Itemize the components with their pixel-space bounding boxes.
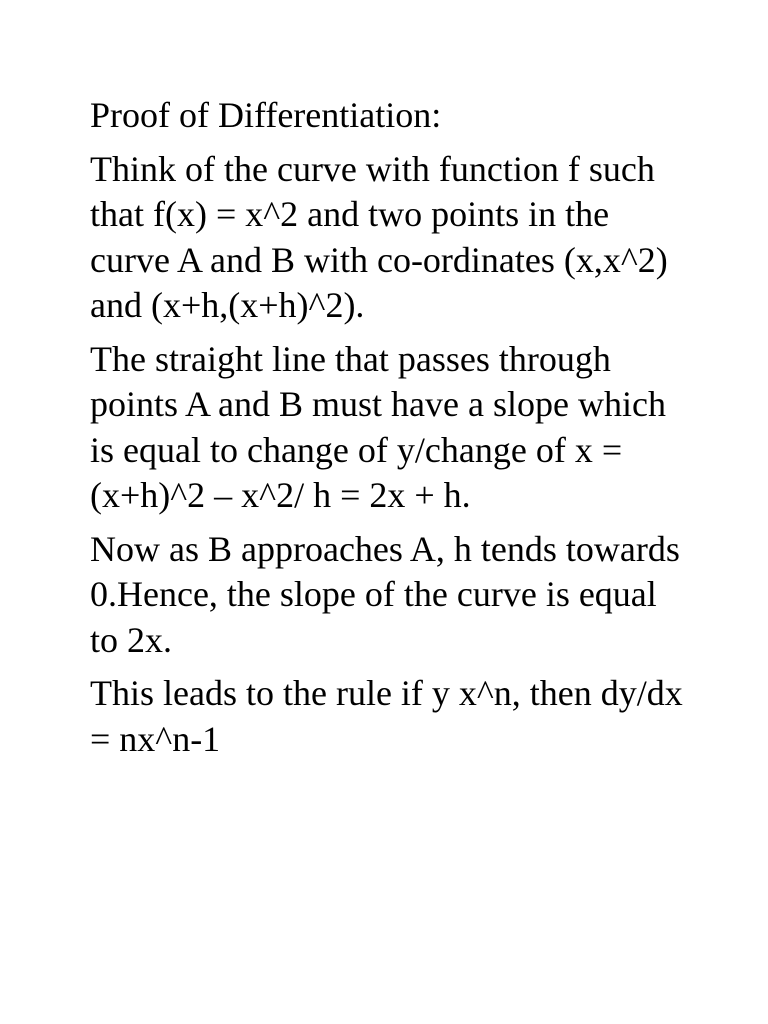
paragraph-rule: This leads to the rule if y x^n, then dy/dx = nx^n-1: [90, 673, 683, 759]
document-body: [90, 93, 690, 770]
document-heading: Proof of Differentiation:: [90, 95, 442, 135]
paragraph-slope: The straight line that passes through points A and B must have a slope which is equal to change of y/change of x = (x+h)^2 – x^2/ h = 2x + h.: [90, 338, 666, 515]
paragraph-limit: Now as B approaches A, h tends towards 0.Hence, the slope of the curve is equal to 2x.: [90, 528, 680, 660]
paragraph-curve-definition: Think of the curve with function f such that f(x) = x^2 and two points in the curve A and B with co-ordinates (x,x^2) and (x+h,(x+h)^2).: [90, 148, 668, 325]
